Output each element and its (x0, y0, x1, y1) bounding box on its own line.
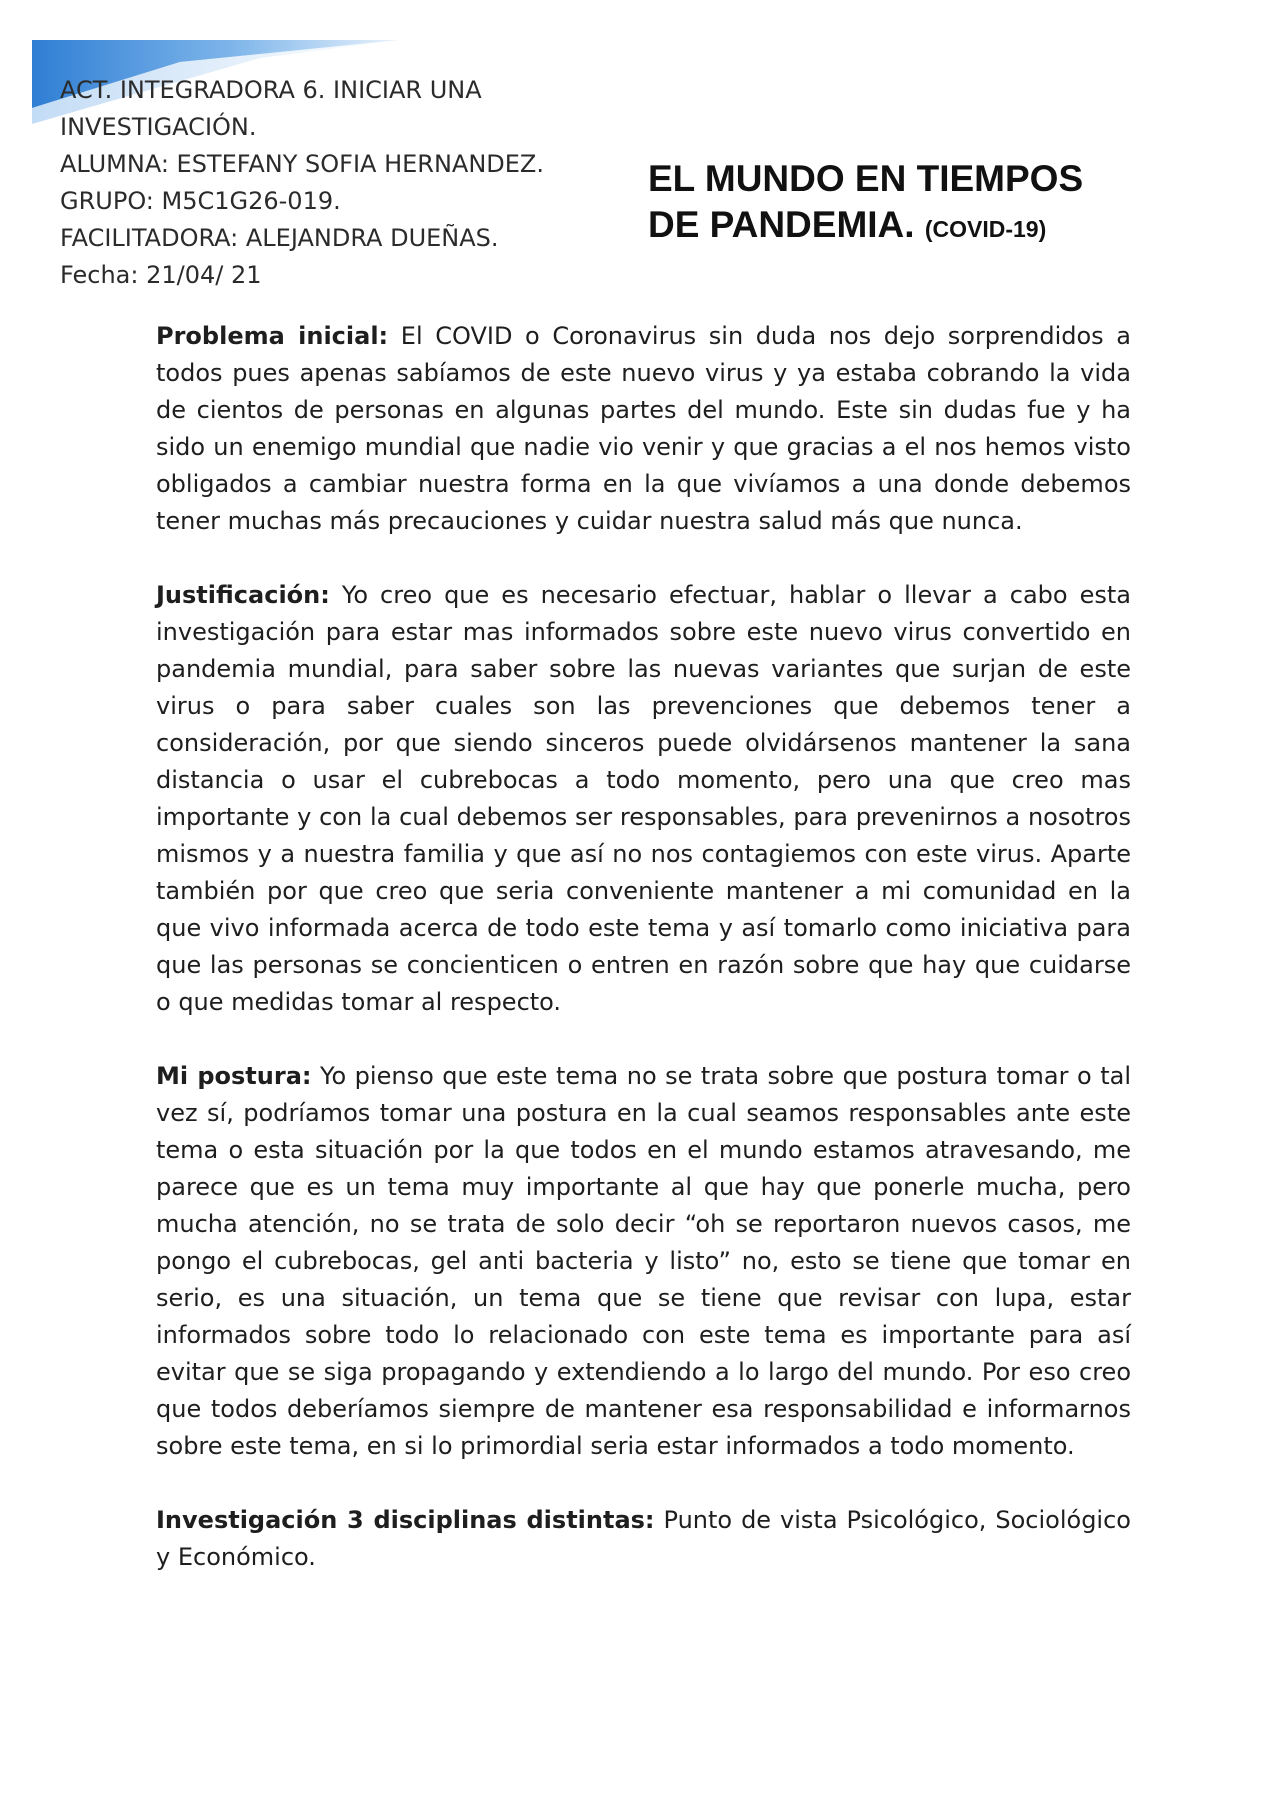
paragraph-text: El COVID o Coronavirus sin duda nos dejo sorprendidos a todos pues apenas sabíamos de este nuevo virus y ya estaba cobrando la vida de cientos de personas en algunas partes del mundo. Este sin dudas fue y ha sido un enemigo mundial que nadie vio venir y que gracias a el nos hemos visto obligados a cambiar nuestra forma en la que vivíamos a una donde debemos tener muchas más precauciones y cuidar nuestra salud más que nunca. (156, 322, 1131, 535)
paragraph-mi-postura (156, 1058, 1131, 1465)
paragraph-investigacion (156, 1502, 1131, 1576)
student-name: ALUMNA: ESTEFANY SOFIA HERNANDEZ. (60, 150, 544, 178)
document-body (156, 318, 1131, 1613)
paragraph-label: Justificación: (156, 581, 330, 609)
header-info (60, 72, 620, 294)
paragraph-text: Yo creo que es necesario efectuar, hablar o llevar a cabo esta investigación para estar mas informados sobre este nuevo virus convertido en pandemia mundial, para saber sobre las nuevas variantes que surjan de este virus o para saber cuales son las prevenciones que debemos tener a consideración, por que siendo sinceros puede olvidársenos mantener la sana distancia o usar el cubrebocas a todo momento, pero una que creo mas importante y con la cual debemos ser responsables, para prevenirnos a nosotros mismos y a nuestra familia y que así no nos contagiemos con este virus. Aparte también por que creo que seria conveniente mantener a mi comunidad en la que vivo informada acerca de todo este tema y así tomarlo como iniciativa para que las personas se concienticen o entren en razón sobre que hay que cuidarse o que medidas tomar al respecto. (156, 581, 1131, 1016)
paragraph-text: Yo pienso que este tema no se trata sobre que postura tomar o tal vez sí, podríamos tomar una postura en la cual seamos responsables ante este tema o esta situación por la que todos en el mundo estamos atravesando, me parece que es un tema muy importante al que hay que ponerle mucha, pero mucha atención, no se trata de solo decir “oh se reportaron nuevos casos, me pongo el cubrebocas, gel anti bacteria y listo” no, esto se tiene que tomar en serio, es una situación, un tema que se tiene que revisar con lupa, estar informados sobre todo lo relacionado con este tema es importante para así evitar que se siga propagando y extendiendo a lo largo del mundo. Por eso creo que todos deberíamos siempre de mantener esa responsabilidad e informarnos sobre este tema, en si lo primordial seria estar informados a todo momento. (156, 1062, 1131, 1460)
paragraph-label: Investigación 3 disciplinas distintas: (156, 1506, 655, 1534)
title-suffix: (COVID-19) (924, 216, 1047, 242)
activity-line: ACT. INTEGRADORA 6. INICIAR UNA (60, 76, 482, 104)
facilitator: FACILITADORA: ALEJANDRA DUEÑAS. (60, 224, 499, 252)
paragraph-problema-inicial (156, 318, 1131, 540)
paragraph-label: Problema inicial: (156, 322, 389, 350)
paragraph-label: Mi postura: (156, 1062, 312, 1090)
paragraph-justificacion (156, 577, 1131, 1021)
group: GRUPO: M5C1G26-019. (60, 187, 341, 215)
activity-line-cont: INVESTIGACIÓN. (60, 113, 257, 141)
paragraph-text: Punto de vista Psicológico, Sociológico y Económico. (156, 1506, 1131, 1571)
title-line-1: EL MUNDO EN TIEMPOS (648, 158, 1084, 199)
title-line-2-text: DE PANDEMIA. (648, 204, 915, 245)
title-line-2 (648, 202, 1208, 252)
page-title (648, 156, 1208, 252)
date: Fecha: 21/04/ 21 (60, 261, 262, 289)
